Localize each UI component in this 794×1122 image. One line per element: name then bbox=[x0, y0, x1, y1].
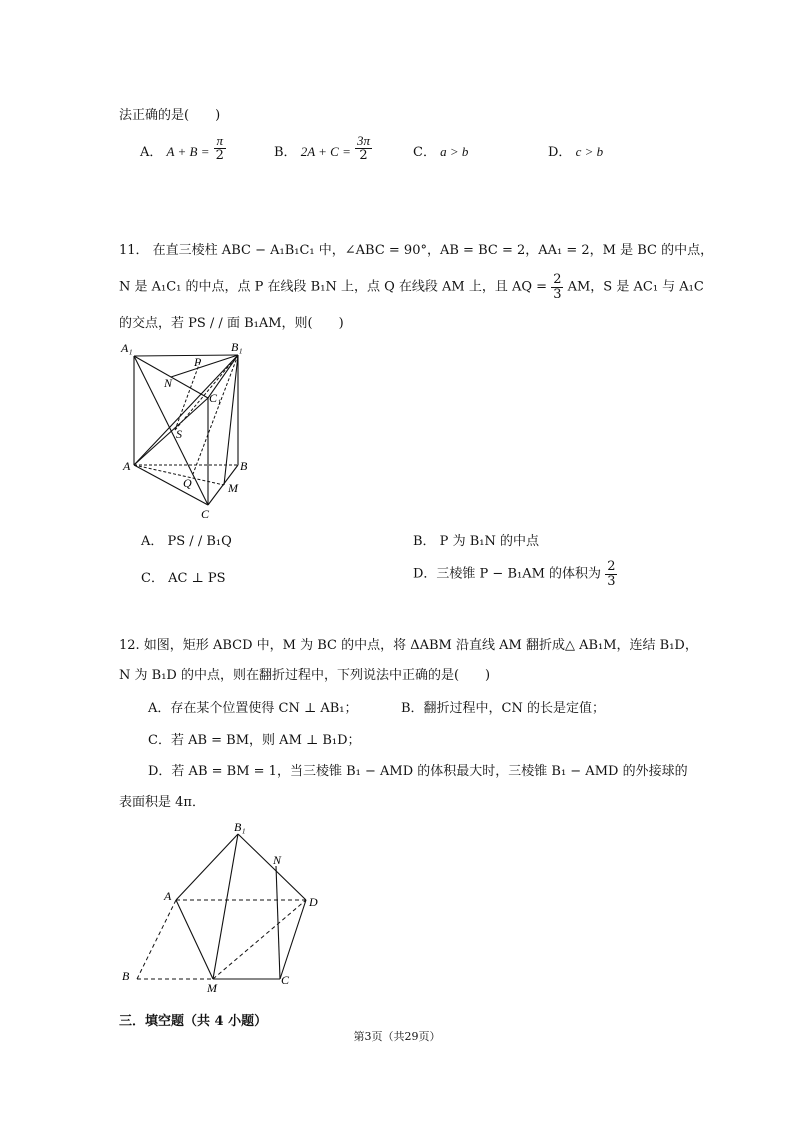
dashed-m-d bbox=[213, 900, 306, 979]
edge-a1-b1 bbox=[134, 355, 238, 356]
q11-prism-figure bbox=[118, 338, 258, 520]
q12-option-c: C．若 AB = BM，则 AM ⊥ B₁D； bbox=[148, 733, 361, 748]
q12-line-1: 12. 如图，矩形 ABCD 中，M 为 BC 的中点，将 ΔABM 沿直线 AM 翻折成△ AB₁M，连结 B₁D， bbox=[119, 638, 698, 653]
label-c: C bbox=[281, 973, 290, 987]
q12-option-d-line-1: D．若 AB = BM = 1，当三棱锥 B₁ − AMD 的体积最大时，三棱锥 B₁ − AMD 的外接球的 bbox=[148, 764, 688, 779]
dashed-a-m bbox=[134, 465, 224, 485]
edge-a-m bbox=[176, 900, 213, 979]
label-q: Q bbox=[183, 476, 192, 490]
label-d: D bbox=[309, 895, 318, 909]
label-c1: C₁ bbox=[209, 391, 222, 405]
q11-line-2: N 是 A₁C₁ 的中点，点 P 在线段 B₁N 上，点 Q 在线段 AM 上，且 AQ = $\frac{2}{3}$ AM，S 是 AC₁ 与 A₁C bbox=[119, 272, 704, 302]
q11-line-1: 11． 在直三棱柱 ABC − A₁B₁C₁ 中，∠ABC = 90°，AB = BC = 2，AA₁ = 2，M 是 BC 的中点， bbox=[119, 243, 714, 258]
label-s: S bbox=[176, 427, 182, 441]
dashed-p-s bbox=[175, 362, 200, 430]
label-c: C bbox=[201, 507, 210, 520]
label-b1: B₁ bbox=[234, 820, 246, 834]
label-b: B bbox=[240, 459, 248, 473]
dashed-b-a bbox=[137, 900, 176, 979]
label-n: N bbox=[273, 853, 282, 867]
label-b: B bbox=[122, 969, 130, 983]
label-p: P bbox=[194, 355, 202, 369]
section-3-title: 三．填空题（共 4 小题） bbox=[119, 1014, 268, 1029]
label-a: A bbox=[164, 889, 172, 903]
q11-option-b: B． P 为 B₁N 的中点 bbox=[413, 534, 539, 549]
q12-option-d-line-2: 表面积是 4π． bbox=[119, 795, 205, 810]
q11-option-c: C． AC ⊥ PS bbox=[141, 571, 226, 586]
q12-option-b: B．翻折过程中，CN 的长是定值； bbox=[401, 701, 606, 716]
q11-option-a: A． PS / / B₁Q bbox=[141, 534, 232, 549]
q10-option-a: A． A + B = $\frac{\pi}{2}$ bbox=[140, 133, 224, 163]
edge-b1-m bbox=[213, 834, 238, 979]
q12-option-a: A．存在某个位置使得 CN ⊥ AB₁； bbox=[148, 701, 358, 716]
q10-option-b: B． 2A + C = $\frac{3\pi}{2}$ bbox=[274, 133, 371, 163]
q11-option-d: D．三棱锥 P − B₁AM 的体积为 $\frac{2}{3}$ bbox=[413, 559, 616, 589]
edge-c-d bbox=[280, 900, 306, 979]
edge-a-c bbox=[134, 465, 208, 505]
label-a: A bbox=[123, 459, 131, 473]
label-m: M bbox=[228, 481, 238, 495]
q12-fold-figure bbox=[118, 818, 328, 996]
q10-option-c: C． a > b bbox=[413, 144, 469, 160]
q12-line-2: N 为 B₁D 的中点，则在翻折过程中，下列说法中正确的是( ) bbox=[119, 668, 491, 683]
label-b1: B₁ bbox=[231, 340, 243, 354]
label-a1: A₁ bbox=[121, 341, 133, 355]
q11-line-3: 的交点，若 PS / / 面 B₁AM，则( ) bbox=[119, 316, 344, 331]
label-n: N bbox=[164, 376, 173, 390]
q10-tail: 法正确的是( ) bbox=[119, 108, 221, 123]
edge-b1-d bbox=[238, 834, 306, 900]
q10-option-d: D． c > b bbox=[548, 144, 604, 160]
page-footer: 第3页（共29页） bbox=[353, 1030, 441, 1043]
label-m: M bbox=[207, 981, 217, 995]
